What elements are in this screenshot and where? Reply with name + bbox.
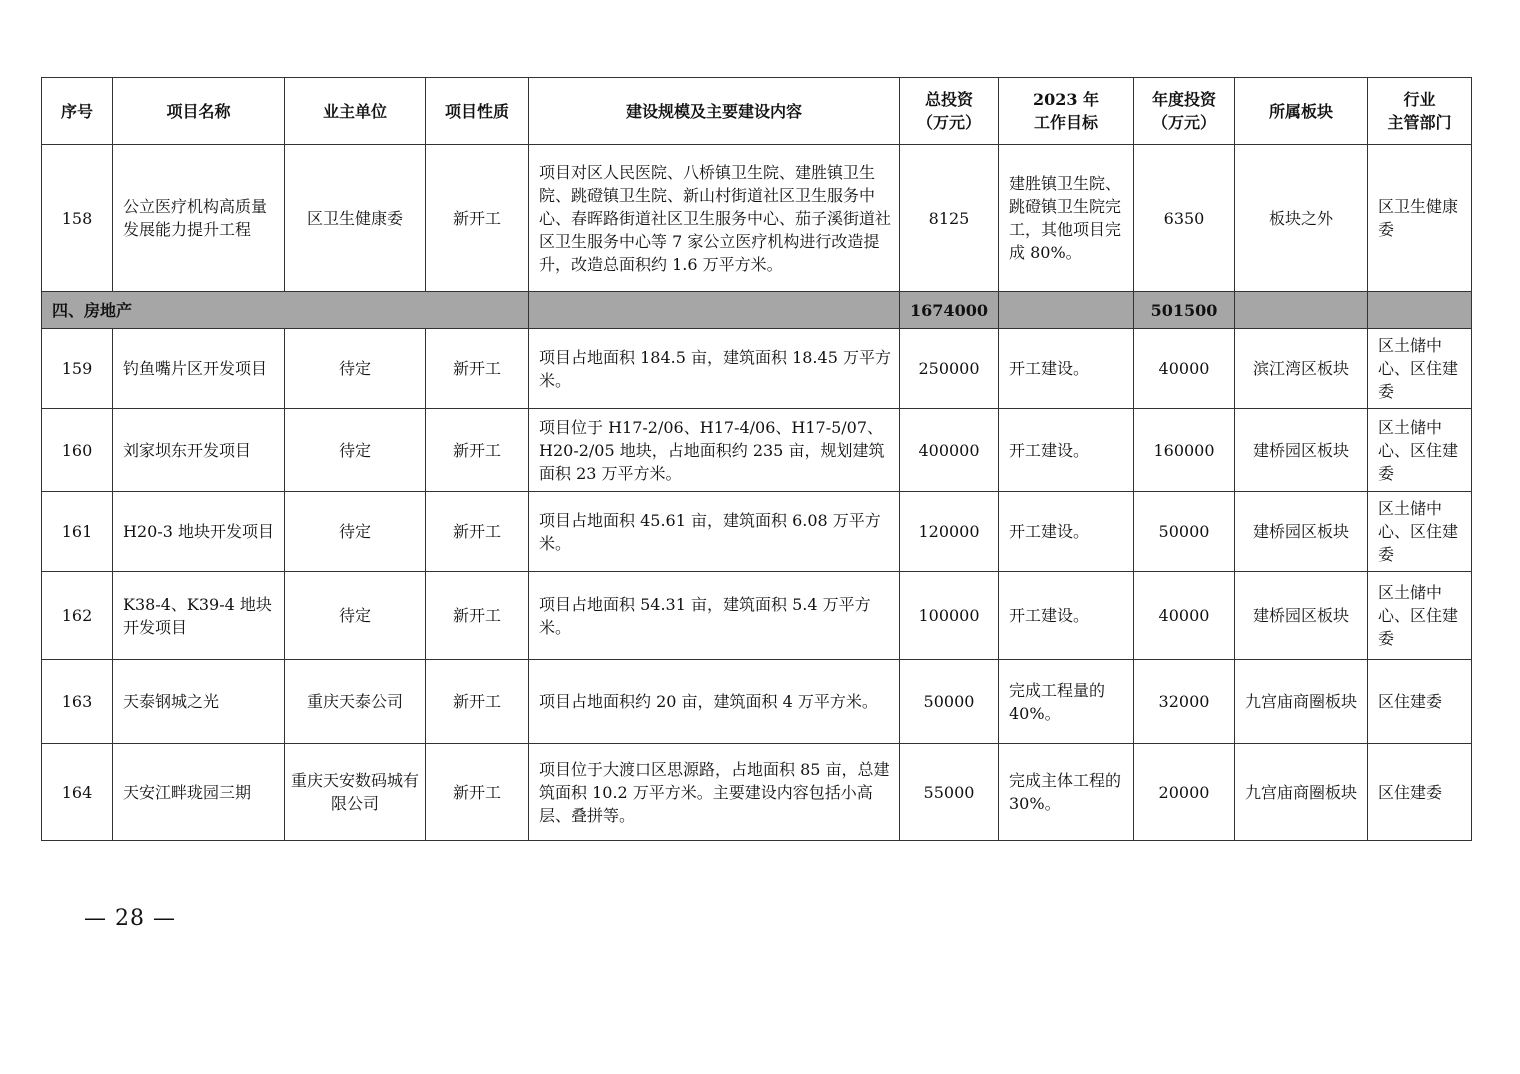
cell-annual: 20000 (1134, 744, 1235, 841)
cell-name: 天泰钢城之光 (113, 660, 285, 744)
cell-dept: 区住建委 (1368, 660, 1472, 744)
cell-name: K38-4、K39-4 地块开发项目 (113, 572, 285, 660)
cell-scope: 项目占地面积 54.31 亩，建筑面积 5.4 万平方米。 (529, 572, 900, 660)
cell-owner: 待定 (285, 329, 426, 409)
cell-goal: 开工建设。 (999, 572, 1134, 660)
cell-scope: 项目位于 H17-2/06、H17-4/06、H17-5/07、H20-2/05 地块，占地面积约 235 亩，规划建筑面积 23 万平方米。 (529, 409, 900, 492)
table-row (42, 409, 1472, 492)
cell-total: 8125 (900, 145, 999, 292)
cell-index: 162 (42, 572, 113, 660)
cell-dept: 区土储中心、区住建委 (1368, 329, 1472, 409)
cell-goal: 完成主体工程的 30%。 (999, 744, 1134, 841)
table-row (42, 660, 1472, 744)
cell-nature: 新开工 (426, 409, 529, 492)
cell-total: 120000 (900, 492, 999, 572)
cell-annual: 160000 (1134, 409, 1235, 492)
section-blank (1368, 292, 1472, 329)
table-row (42, 572, 1472, 660)
cell-dept: 区住建委 (1368, 744, 1472, 841)
cell-scope: 项目对区人民医院、八桥镇卫生院、建胜镇卫生院、跳磴镇卫生院、新山村街道社区卫生服务中心、春晖路街道社区卫生服务中心、茄子溪街道社区卫生服务中心等 7 家公立医疗机构进行改造提升，改造总面积约 1.6 万平方米。 (529, 145, 900, 292)
section-blank (529, 292, 900, 329)
cell-scope: 项目占地面积约 20 亩，建筑面积 4 万平方米。 (529, 660, 900, 744)
table-row (42, 744, 1472, 841)
cell-total: 400000 (900, 409, 999, 492)
cell-annual: 40000 (1134, 329, 1235, 409)
cell-annual: 32000 (1134, 660, 1235, 744)
section-total: 1674000 (900, 292, 999, 329)
header-cell-name: 项目名称 (113, 78, 285, 145)
header-cell-total: 总投资 （万元） (900, 78, 999, 145)
cell-sector: 九宫庙商圈板块 (1235, 660, 1368, 744)
cell-nature: 新开工 (426, 660, 529, 744)
cell-goal: 开工建设。 (999, 329, 1134, 409)
cell-goal: 开工建设。 (999, 492, 1134, 572)
cell-owner: 重庆天安数码城有限公司 (285, 744, 426, 841)
cell-scope: 项目占地面积 184.5 亩，建筑面积 18.45 万平方米。 (529, 329, 900, 409)
section-title: 四、房地产 (42, 292, 529, 329)
page-number: — 28 — (84, 906, 176, 931)
cell-index: 161 (42, 492, 113, 572)
cell-index: 160 (42, 409, 113, 492)
cell-index: 159 (42, 329, 113, 409)
cell-sector: 建桥园区板块 (1235, 409, 1368, 492)
cell-name: 公立医疗机构高质量发展能力提升工程 (113, 145, 285, 292)
cell-nature: 新开工 (426, 572, 529, 660)
header-cell-goal: 2023 年 工作目标 (999, 78, 1134, 145)
cell-sector: 建桥园区板块 (1235, 492, 1368, 572)
cell-goal: 建胜镇卫生院、跳磴镇卫生院完工，其他项目完成 80%。 (999, 145, 1134, 292)
cell-total: 55000 (900, 744, 999, 841)
header-cell-annual: 年度投资 （万元） (1134, 78, 1235, 145)
header-cell-sector: 所属板块 (1235, 78, 1368, 145)
cell-annual: 50000 (1134, 492, 1235, 572)
cell-name: 刘家坝东开发项目 (113, 409, 285, 492)
cell-index: 164 (42, 744, 113, 841)
cell-dept: 区卫生健康委 (1368, 145, 1472, 292)
header-cell-nature: 项目性质 (426, 78, 529, 145)
cell-sector: 板块之外 (1235, 145, 1368, 292)
header-row (42, 78, 1472, 145)
cell-total: 250000 (900, 329, 999, 409)
cell-sector: 滨江湾区板块 (1235, 329, 1368, 409)
table-row (42, 329, 1472, 409)
cell-name: 天安江畔珑园三期 (113, 744, 285, 841)
cell-owner: 区卫生健康委 (285, 145, 426, 292)
cell-dept: 区土储中心、区住建委 (1368, 409, 1472, 492)
cell-total: 100000 (900, 572, 999, 660)
cell-scope: 项目占地面积 45.61 亩，建筑面积 6.08 万平方米。 (529, 492, 900, 572)
section-row (42, 292, 1472, 329)
header-cell-owner: 业主单位 (285, 78, 426, 145)
header-cell-index: 序号 (42, 78, 113, 145)
cell-nature: 新开工 (426, 145, 529, 292)
header-cell-scope: 建设规模及主要建设内容 (529, 78, 900, 145)
section-blank (999, 292, 1134, 329)
cell-sector: 九宫庙商圈板块 (1235, 744, 1368, 841)
cell-annual: 6350 (1134, 145, 1235, 292)
cell-nature: 新开工 (426, 744, 529, 841)
cell-total: 50000 (900, 660, 999, 744)
cell-owner: 待定 (285, 492, 426, 572)
cell-scope: 项目位于大渡口区思源路，占地面积 85 亩，总建筑面积 10.2 万平方米。主要建设内容包括小高层、叠拼等。 (529, 744, 900, 841)
table-row (42, 145, 1472, 292)
cell-dept: 区土储中心、区住建委 (1368, 572, 1472, 660)
section-annual: 501500 (1134, 292, 1235, 329)
cell-dept: 区土储中心、区住建委 (1368, 492, 1472, 572)
cell-nature: 新开工 (426, 329, 529, 409)
project-table (41, 77, 1472, 841)
cell-index: 158 (42, 145, 113, 292)
cell-index: 163 (42, 660, 113, 744)
cell-sector: 建桥园区板块 (1235, 572, 1368, 660)
cell-owner: 重庆天泰公司 (285, 660, 426, 744)
cell-annual: 40000 (1134, 572, 1235, 660)
cell-goal: 开工建设。 (999, 409, 1134, 492)
cell-name: 钓鱼嘴片区开发项目 (113, 329, 285, 409)
cell-name: H20-3 地块开发项目 (113, 492, 285, 572)
cell-owner: 待定 (285, 409, 426, 492)
table-row (42, 492, 1472, 572)
cell-nature: 新开工 (426, 492, 529, 572)
header-cell-dept: 行业 主管部门 (1368, 78, 1472, 145)
section-blank (1235, 292, 1368, 329)
cell-goal: 完成工程量的 40%。 (999, 660, 1134, 744)
cell-owner: 待定 (285, 572, 426, 660)
